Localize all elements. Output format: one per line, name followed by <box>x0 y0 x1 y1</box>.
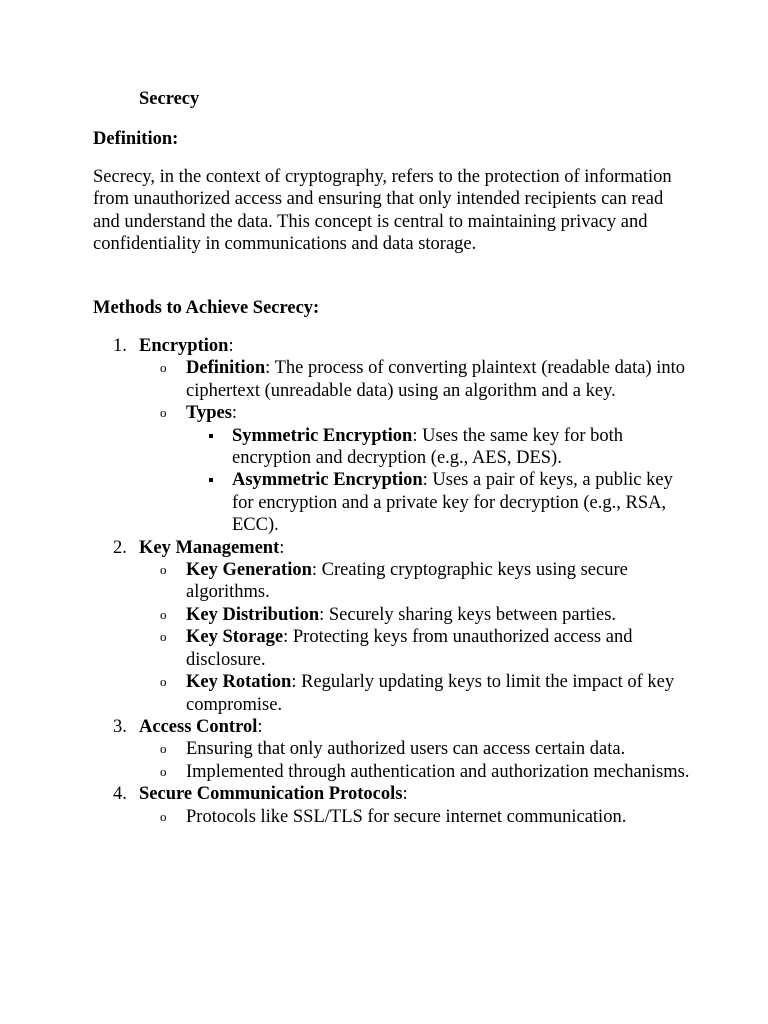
definition-paragraph: Secrecy, in the context of cryptography, refers to the protection of information from unauthorized access and ensuring that only intended recipients can read and understand the data. This concept is central to maintaining privacy and confidentiality in communications and data storage. <box>93 167 672 255</box>
sub-item <box>93 357 693 402</box>
method-colon: : <box>402 784 408 805</box>
circle-bullet-icon: o <box>160 405 167 421</box>
sub-item <box>93 761 693 783</box>
method-item <box>93 537 693 716</box>
sub-item-text: : <box>231 403 238 424</box>
method-name: Access Control <box>139 716 258 737</box>
method-number: 2. <box>113 537 127 558</box>
subsub-list <box>186 425 693 537</box>
method-colon: : <box>279 537 285 558</box>
subsub-item <box>93 425 693 470</box>
method-colon: : <box>228 336 234 356</box>
circle-bullet-icon: o <box>160 763 167 779</box>
methods-heading: Methods to Achieve Secrecy: <box>93 298 320 318</box>
method-item <box>93 716 693 783</box>
subsub-item-text: : Uses the same key for both encryption and decryption (e.g., AES, DES). <box>232 425 624 469</box>
circle-bullet-icon: o <box>160 808 167 824</box>
definition-heading: Definition: <box>93 129 179 149</box>
sub-item-text: : Protecting keys from unauthorized access and disclosure. <box>186 627 633 670</box>
sub-item-text: : Securely sharing keys between parties. <box>319 604 617 625</box>
method-sublist <box>93 738 693 783</box>
sub-item-text: : Regularly updating keys to limit the impact of key compromise. <box>186 672 675 715</box>
method-number: 1. <box>113 336 127 356</box>
sub-item <box>93 402 693 536</box>
method-item <box>93 783 693 828</box>
method-item <box>93 335 693 537</box>
square-bullet-icon <box>209 478 213 482</box>
circle-bullet-icon: o <box>160 606 167 622</box>
subsub-item <box>93 469 693 536</box>
circle-bullet-icon: o <box>160 562 167 578</box>
circle-bullet-icon: o <box>160 629 167 645</box>
sub-item-text: Protocols like SSL/TLS for secure internet communication. <box>186 806 627 827</box>
sub-item-term: Definition <box>186 358 266 379</box>
sub-item <box>93 806 693 828</box>
circle-bullet-icon: o <box>160 360 167 376</box>
circle-bullet-icon: o <box>160 674 167 690</box>
method-name: Secure Communication Protocols <box>139 784 403 805</box>
sub-item <box>93 671 693 716</box>
method-number: 3. <box>113 716 127 737</box>
method-number: 4. <box>113 784 127 805</box>
square-bullet-icon <box>209 434 213 438</box>
sub-item <box>93 604 693 626</box>
sub-item-term: Types <box>186 403 232 424</box>
method-sublist <box>93 559 693 716</box>
sub-item-text: Implemented through authentication and authorization mechanisms. <box>186 761 690 782</box>
subsub-item-text: : Uses a pair of keys, a public key for encryption and a private key for decryption (e.g., RSA, ECC). <box>232 470 673 536</box>
sub-item <box>93 738 693 760</box>
method-name: Key Management <box>139 537 280 558</box>
sub-item <box>93 559 693 604</box>
sub-item-term: Key Rotation <box>186 672 292 693</box>
sub-item-text: : The process of converting plaintext (readable data) into ciphertext (unreadable data) using an algorithm and a key. <box>186 358 686 401</box>
method-name: Encryption <box>139 336 229 356</box>
circle-bullet-icon: o <box>160 741 167 757</box>
subsub-item-term: Asymmetric Encryption <box>232 470 423 491</box>
method-colon: : <box>257 716 263 737</box>
method-sublist <box>93 357 693 536</box>
method-sublist <box>93 806 693 828</box>
sub-item-text: : Creating cryptographic keys using secure algorithms. <box>186 560 628 603</box>
sub-item-term: Key Generation <box>186 560 312 581</box>
sub-item-text: Ensuring that only authorized users can access certain data. <box>186 739 626 760</box>
subsub-item-term: Symmetric Encryption <box>232 425 413 446</box>
sub-item-term: Key Storage <box>186 627 284 648</box>
methods-list <box>93 335 693 828</box>
doc-title: Secrecy <box>139 89 200 109</box>
sub-item-term: Key Distribution <box>186 604 320 625</box>
sub-item <box>93 626 693 671</box>
